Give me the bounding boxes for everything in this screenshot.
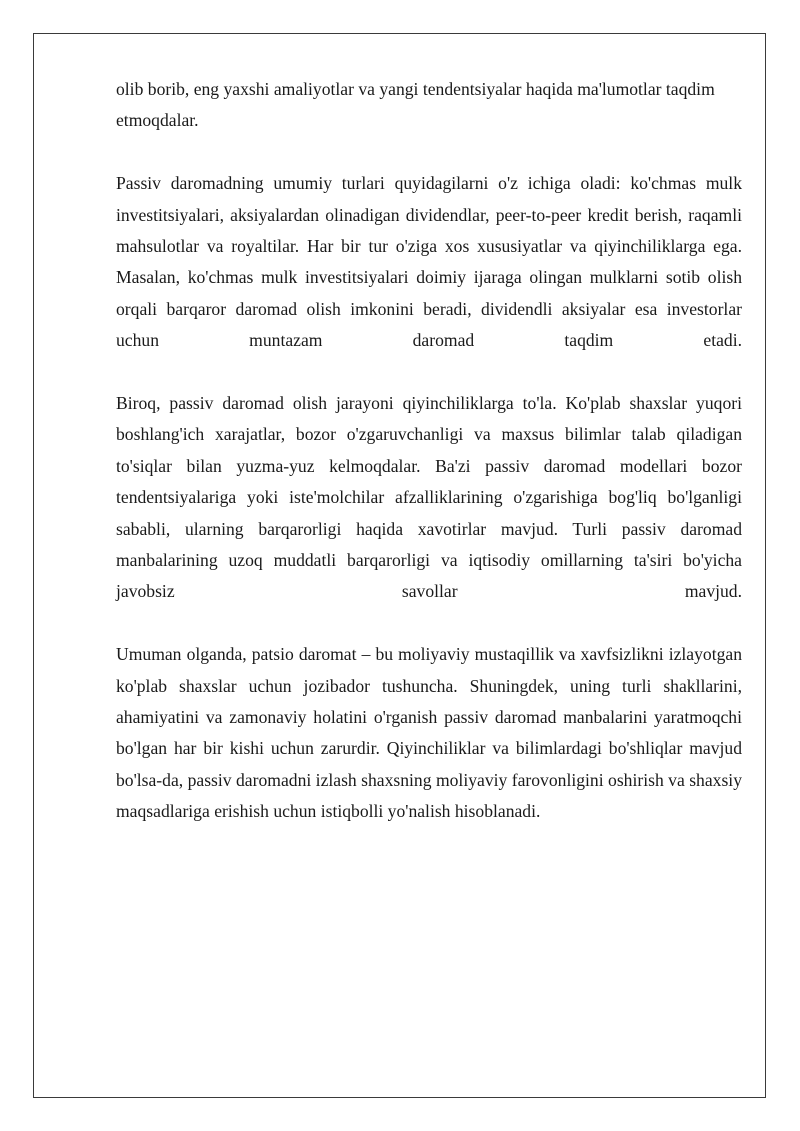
document-body [116, 74, 742, 859]
paragraph-passive-income-challenges: Biroq, passiv daromad olish jarayoni qiyinchiliklarga to'la. Ko'plab shaxslar yuqori boshlang'ich xarajatlar, bozor o'zgaruvchanligi va maxsus bilimlar talab qiladigan to'siqlar bilan yuzma-yuz kelmoqdalar. Ba'zi passiv daromad modellari bozor tendentsiyalariga yoki iste'molchilar afzalliklarining o'zgarishiga bog'liq bo'lganligi sababli, ularning barqarorligi haqida xavotirlar mavjud. Turli passiv daromad manbalarining uzoq muddatli barqarorligi va iqtisodiy omillarning ta'siri bo'yicha javobsiz savollar mavjud. [116, 393, 742, 602]
paragraph-conclusion: Umuman olganda, patsio daromat – bu moliyaviy mustaqillik va xavfsizlikni izlayotgan ko'plab shaxslar uchun jozibador tushuncha. Shuningdek, uning turli shakllarini, ahamiyatini va zamonaviy holatini o'rganish passiv daromad manbalarini yaratmoqchi bo'lgan har bir kishi uchun zarurdir. Qiyinchiliklar va bilimlardagi bo'shliqlar mavjud bo'lsa-da, passiv daromadni izlash shaxsning moliyaviy farovonligini oshirish va shaxsiy maqsadlariga erishish uchun istiqbolli yo'nalish hisoblanadi. [116, 644, 742, 822]
paragraph-passive-income-types: Passiv daromadning umumiy turlari quyidagilarni o'z ichiga oladi: ko'chmas mulk investitsiyalari, aksiyalardan olinadigan dividendlar, peer-to-peer kredit berish, raqamli mahsulotlar va royaltilar. Har bir tur o'ziga xos xususiyatlar va qiyinchiliklarga ega. Masalan, ko'chmas mulk investitsiyalari doimiy ijaraga olingan mulklarni sotib olish orqali barqaror daromad olish imkonini beradi, dividendli aksiyalar esa investorlar uchun muntazam daromad taqdim etadi. [116, 173, 742, 351]
paragraph-continuation: olib borib, eng yaxshi amaliyotlar va yangi tendentsiyalar haqida ma'lumotlar taqdim etmoqdalar. [116, 79, 715, 131]
